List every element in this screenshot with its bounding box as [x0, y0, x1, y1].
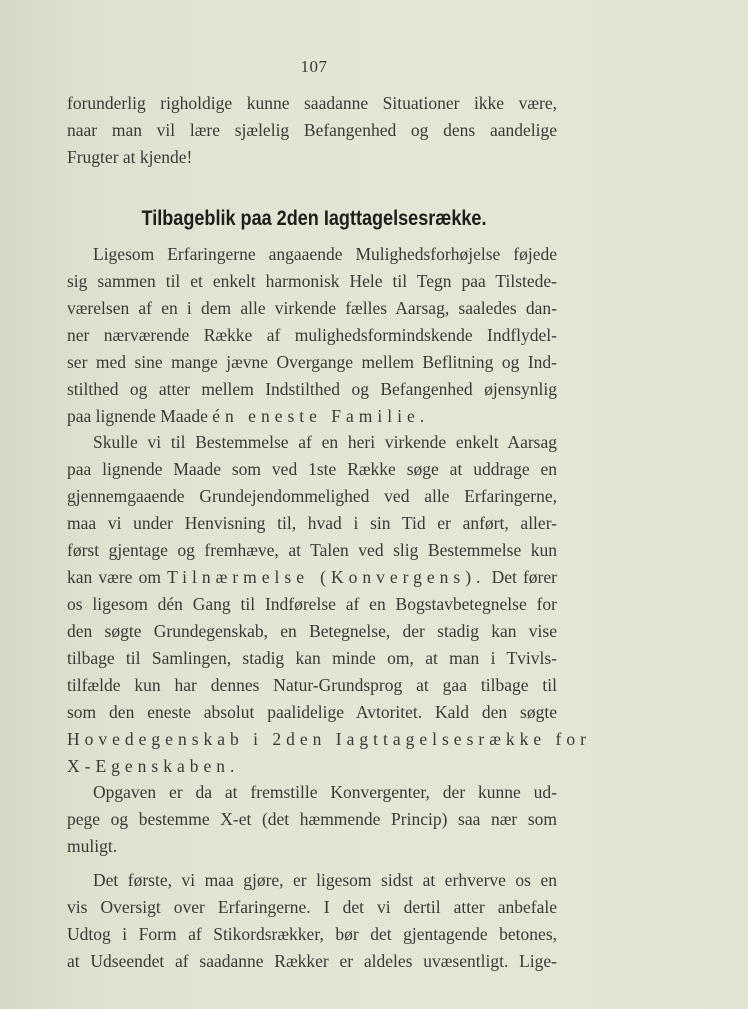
- line-text: naar man vil lære sjælelig Befangenhed og dens aandelige: [67, 120, 557, 140]
- line-text: paa lignende Maade: [67, 406, 208, 426]
- text-line: [67, 894, 557, 920]
- line-text: Hovedegenskab i 2den Iagttagelsesrække for: [67, 729, 591, 749]
- text-line: [67, 483, 557, 509]
- line-text: ner nærværende Række af mulighedsformindskende Indflydel-: [67, 325, 557, 345]
- text-line: [67, 376, 557, 402]
- text-line: [67, 591, 557, 617]
- text-line: [67, 117, 557, 143]
- text-line: [67, 618, 557, 644]
- text-line: [67, 268, 557, 294]
- text-line: [67, 456, 557, 482]
- text-line: [93, 429, 557, 455]
- line-text: vis Oversigt over Erfaringerne. I det vi dertil atter anbefale: [67, 897, 557, 917]
- text-line: [67, 753, 557, 779]
- line-text: Ligesom Erfaringerne angaaende Mulighedsforhøjelse føjede: [93, 244, 557, 264]
- section-heading: Tilbageblik paa 2den Iagttagelsesrække.: [141, 207, 487, 230]
- text-line: [67, 672, 557, 698]
- line-text: Skulle vi til Bestemmelse af en heri virkende enkelt Aarsag: [93, 432, 557, 452]
- text-line: [67, 322, 557, 348]
- text-line: [67, 833, 557, 859]
- text-line: [67, 806, 557, 832]
- line-text: pege og bestemme X-et (det hæmmende Princip) saa nær som: [67, 809, 557, 829]
- line-text: stilthed og atter mellem Indstilthed og Befangenhed øjensynlig: [67, 379, 557, 399]
- text-line: [67, 510, 557, 536]
- line-text: ser med sine mange jævne Overgange mellem Beflitning og Ind-: [67, 352, 557, 372]
- line-text: tilfælde kun har dennes Natur-Grundsprog at gaa tilbage til: [67, 675, 557, 695]
- line-text: paa lignende Maade som ved 1ste Række søge at uddrage en: [67, 459, 557, 479]
- line-text: Opgaven er da at fremstille Konvergenter, der kunne ud-: [93, 782, 557, 802]
- line-text: X-Egenskaben.: [67, 756, 240, 776]
- line-text: tilbage til Samlingen, stadig kan minde om, at man i Tvivls-: [67, 648, 557, 668]
- emphasized-text: Tilnærmelse (Konvergens).: [167, 567, 486, 587]
- line-text: værelsen af en i dem alle virkende fælles Aarsag, saaledes dan-: [67, 298, 557, 318]
- text-line: [67, 537, 557, 563]
- text-line: [67, 726, 591, 752]
- text-line: [67, 295, 557, 321]
- text-line: [67, 564, 557, 590]
- text-line: [93, 779, 557, 805]
- text-line: [67, 645, 557, 671]
- emphasized-text: én eneste Familie.: [212, 406, 430, 426]
- line-text: den søgte Grundegenskab, en Betegnelse, der stadig kan vise: [67, 621, 557, 641]
- text-line: [67, 699, 557, 725]
- text-line: [67, 90, 557, 116]
- line-text: Udtog i Form af Stikordsrækker, bør det gjentagende betones,: [67, 924, 557, 944]
- line-text: at Udseendet af saadanne Rækker er aldeles uvæsentligt. Lige-: [67, 951, 557, 971]
- line-text: Frugter at kjende!: [67, 147, 193, 167]
- line-text: kan være om: [67, 567, 161, 587]
- text-line: [67, 921, 557, 947]
- text-line: [67, 349, 557, 375]
- line-text-after: Det fører: [491, 567, 557, 587]
- line-text: Det første, vi maa gjøre, er ligesom sidst at erhverve os en: [93, 870, 557, 890]
- page-number: 107: [300, 57, 328, 76]
- line-text: sig sammen til et enkelt harmonisk Hele til Tegn paa Tilstede-: [67, 271, 557, 291]
- text-line: [67, 403, 557, 429]
- text-line: [93, 241, 557, 267]
- line-text: forunderlig righoldige kunne saadanne Situationer ikke være,: [67, 93, 557, 113]
- line-text: maa vi under Henvisning til, hvad i sin Tid er anført, aller-: [67, 513, 557, 533]
- text-line: [67, 948, 557, 974]
- text-line: [93, 867, 557, 893]
- line-text: som den eneste absolut paalidelige Avtoritet. Kald den søgte: [67, 702, 557, 722]
- text-line: [67, 144, 557, 170]
- line-text: muligt.: [67, 836, 118, 856]
- line-text: først gjentage og fremhæve, at Talen ved slig Bestemmelse kun: [67, 540, 557, 560]
- line-text: gjennemgaaende Grundejendommelighed ved alle Erfaringerne,: [67, 486, 557, 506]
- line-text: os ligesom dén Gang til Indførelse af en Bogstavbetegnelse for: [67, 594, 557, 614]
